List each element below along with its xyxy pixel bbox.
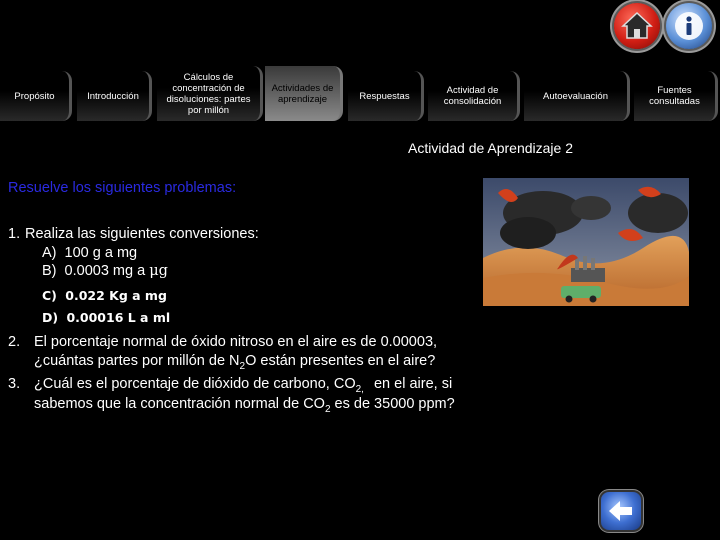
conversion-item-b [42,262,168,280]
problem-2-number: 2. [8,334,21,350]
tab-autoevaluacion[interactable] [524,71,630,121]
tab-proposito[interactable] [0,71,72,121]
text-part: sabemos que la concentración normal de CO [34,396,325,412]
tab-label: Fuentes consultadas [649,85,700,107]
problem-text: Realiza las siguientes conversiones: [25,226,259,242]
tab-label: Autoevaluación [543,90,608,102]
tab-label: Actividad de consolidación [443,85,502,107]
problem-2-line-1: El porcentaje normal de óxido nitroso en el aire es de 0.00003, [34,334,438,350]
subscript: 2 [324,403,331,415]
home-icon [614,3,660,49]
item-text: 0.022 Kg a mg [65,288,167,303]
item-letter: A) [42,245,57,261]
problem-2-line-2 [34,352,435,376]
tab-calculos[interactable] [157,66,263,121]
text-part: ¿Cuál es el porcentaje de dióxido de carbono, CO [34,376,356,392]
tab-consolidacion[interactable] [428,71,520,121]
problem-1 [8,225,259,243]
home-button[interactable] [614,3,660,49]
tab-respuestas[interactable] [348,71,424,121]
text-part: O están presentes en el aire? [245,353,436,369]
subscript: 2, [355,383,364,395]
pollution-illustration [483,178,689,306]
problem-number: 1. [8,226,21,242]
navigation-tabs [0,66,720,121]
conversion-item-a [42,244,137,262]
item-text: 0.00016 L a ml [66,310,171,325]
tab-label: Propósito [14,90,55,102]
instructions-subtitle: Resuelve los siguientes problemas: [8,180,237,196]
activity-title: Actividad de Aprendizaje 2 [408,140,573,156]
back-button[interactable] [601,492,641,530]
tab-label: Cálculos de concentración de disoluciones: partes por millón [166,71,251,116]
tab-label: Introducción [87,90,139,102]
back-arrow-icon [601,492,641,530]
conversion-item-c [42,287,167,305]
info-button[interactable] [666,3,712,49]
tab-label: Respuestas [359,90,410,102]
tab-actividades[interactable] [265,66,343,121]
subscript: 2 [239,360,246,372]
conversion-item-d [42,309,170,327]
item-text: 100 g a mg [64,245,138,261]
item-text: 0.0003 mg a [64,263,146,279]
item-letter: D) [42,310,59,325]
text-part: en el aire, si [369,376,453,392]
tab-introduccion[interactable] [77,71,152,121]
text-part: ¿cuántas partes por millón de N [34,353,240,369]
item-letter: B) [42,263,57,279]
info-icon [666,3,712,49]
problem-3-line-2 [34,395,455,419]
problem-3-number: 3. [8,376,21,392]
tab-fuentes[interactable] [634,71,718,121]
microgram-unit: μg [149,263,168,279]
item-letter: C) [42,288,57,303]
tab-label: Actividades de aprendizaje [271,82,334,105]
text-part: es de 35000 ppm? [330,396,455,412]
